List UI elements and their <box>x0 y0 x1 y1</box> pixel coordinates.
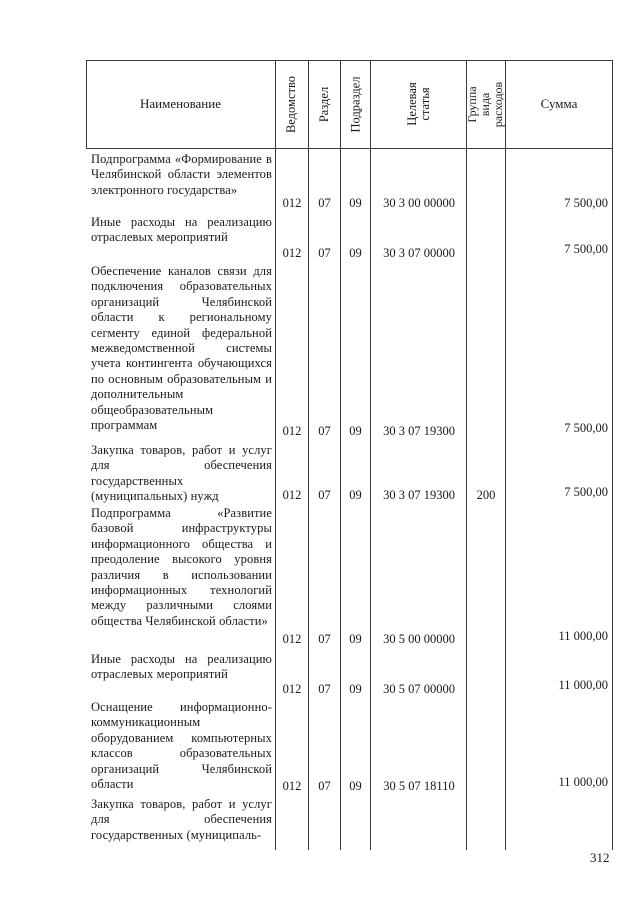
row-name: Закупка товаров, работ и услуг для обеспечения государственных (муниципальных) нужд <box>91 443 272 504</box>
cell-podrazdel: 09 <box>349 424 362 438</box>
row-name: Иные расходы на реализацию отраслевых мероприятий <box>91 652 272 682</box>
cell-podrazdel: 09 <box>349 488 362 502</box>
cell-vedomstvo: 012 <box>282 424 302 438</box>
row-name: Закупка товаров, работ и услуг для обеспечения государственных (муниципаль- <box>91 797 272 842</box>
header-razdel-cell <box>309 60 340 148</box>
cell-podrazdel: 09 <box>349 196 362 210</box>
cell-statya: 30 5 07 00000 <box>383 682 455 696</box>
cell-statya: 30 5 00 00000 <box>383 632 455 646</box>
cell-gruppa: 200 <box>476 488 496 502</box>
header-summa: Сумма <box>540 96 578 111</box>
cell-razdel: 07 <box>318 488 331 502</box>
col-divider-stat <box>466 60 467 850</box>
col-divider-pod <box>370 60 371 850</box>
cell-vedomstvo: 012 <box>282 632 302 646</box>
cell-summa: 11 000,00 <box>558 629 608 643</box>
cell-razdel: 07 <box>318 424 331 438</box>
header-gruppa-cell <box>467 60 505 148</box>
cell-summa: 7 500,00 <box>564 242 608 256</box>
col-divider-raz <box>340 60 341 850</box>
cell-vedomstvo: 012 <box>282 196 302 210</box>
row-name: Иные расходы на реализацию отраслевых мероприятий <box>91 215 272 245</box>
header-podrazdel: Подраздел <box>348 76 362 132</box>
row-name: Оснащение информационно-коммуникационным оборудованием компьютерных классов образовательных организаций Челябинской области <box>91 700 272 792</box>
row-name: Подпрограмма «Формирование в Челябинской области элементов электронного государства» <box>91 152 272 197</box>
page-number: 312 <box>590 850 610 865</box>
cell-razdel: 07 <box>318 246 331 260</box>
cell-statya: 30 3 07 19300 <box>383 488 455 502</box>
header-bottom-border <box>86 148 613 149</box>
row-name: Подпрограмма «Развитие базовой инфраструктуры информационного общества и преодоление высокого уровня различия в использовании информационных технологий между различными слоями общества Челябинской области» <box>91 506 272 628</box>
cell-razdel: 07 <box>318 779 331 793</box>
header-name: Наименование <box>140 96 221 111</box>
cell-summa: 11 000,00 <box>558 775 608 789</box>
cell-statya: 30 3 07 19300 <box>383 424 455 438</box>
header-vedomstvo-cell <box>276 60 308 148</box>
cell-summa: 7 500,00 <box>564 421 608 435</box>
cell-podrazdel: 09 <box>349 246 362 260</box>
cell-statya: 30 3 07 00000 <box>383 246 455 260</box>
cell-razdel: 07 <box>318 632 331 646</box>
header-vedomstvo: Ведомство <box>284 75 299 133</box>
cell-vedomstvo: 012 <box>282 682 302 696</box>
header-gruppa: Группа вида расходов <box>465 81 506 127</box>
cell-razdel: 07 <box>318 196 331 210</box>
cell-statya: 30 5 07 18110 <box>383 779 455 793</box>
row-name: Обеспечение каналов связи для подключения образовательных организаций Челябинской области к региональному сегменту единой федеральной межведомственной системы учета контингента обучающихся по основным образовательным и дополнительным общеобразовательным программам <box>91 264 272 433</box>
cell-statya: 30 3 00 00000 <box>383 196 455 210</box>
cell-podrazdel: 09 <box>349 682 362 696</box>
header-statya-cell <box>371 60 466 148</box>
cell-vedomstvo: 012 <box>282 488 302 502</box>
cell-summa: 7 500,00 <box>564 196 608 210</box>
header-razdel: Раздел <box>317 86 332 122</box>
cell-vedomstvo: 012 <box>282 779 302 793</box>
cell-summa: 7 500,00 <box>564 485 608 499</box>
header-statya: Целевая статья <box>404 82 432 126</box>
col-divider-ved <box>308 60 309 850</box>
cell-razdel: 07 <box>318 682 331 696</box>
col-divider-name <box>275 60 276 850</box>
header-podrazdel-cell <box>341 60 370 148</box>
cell-summa: 11 000,00 <box>558 678 608 692</box>
col-divider-grp <box>505 60 506 850</box>
cell-vedomstvo: 012 <box>282 246 302 260</box>
cell-podrazdel: 09 <box>349 632 362 646</box>
table-right-border <box>612 60 613 850</box>
cell-podrazdel: 09 <box>349 779 362 793</box>
